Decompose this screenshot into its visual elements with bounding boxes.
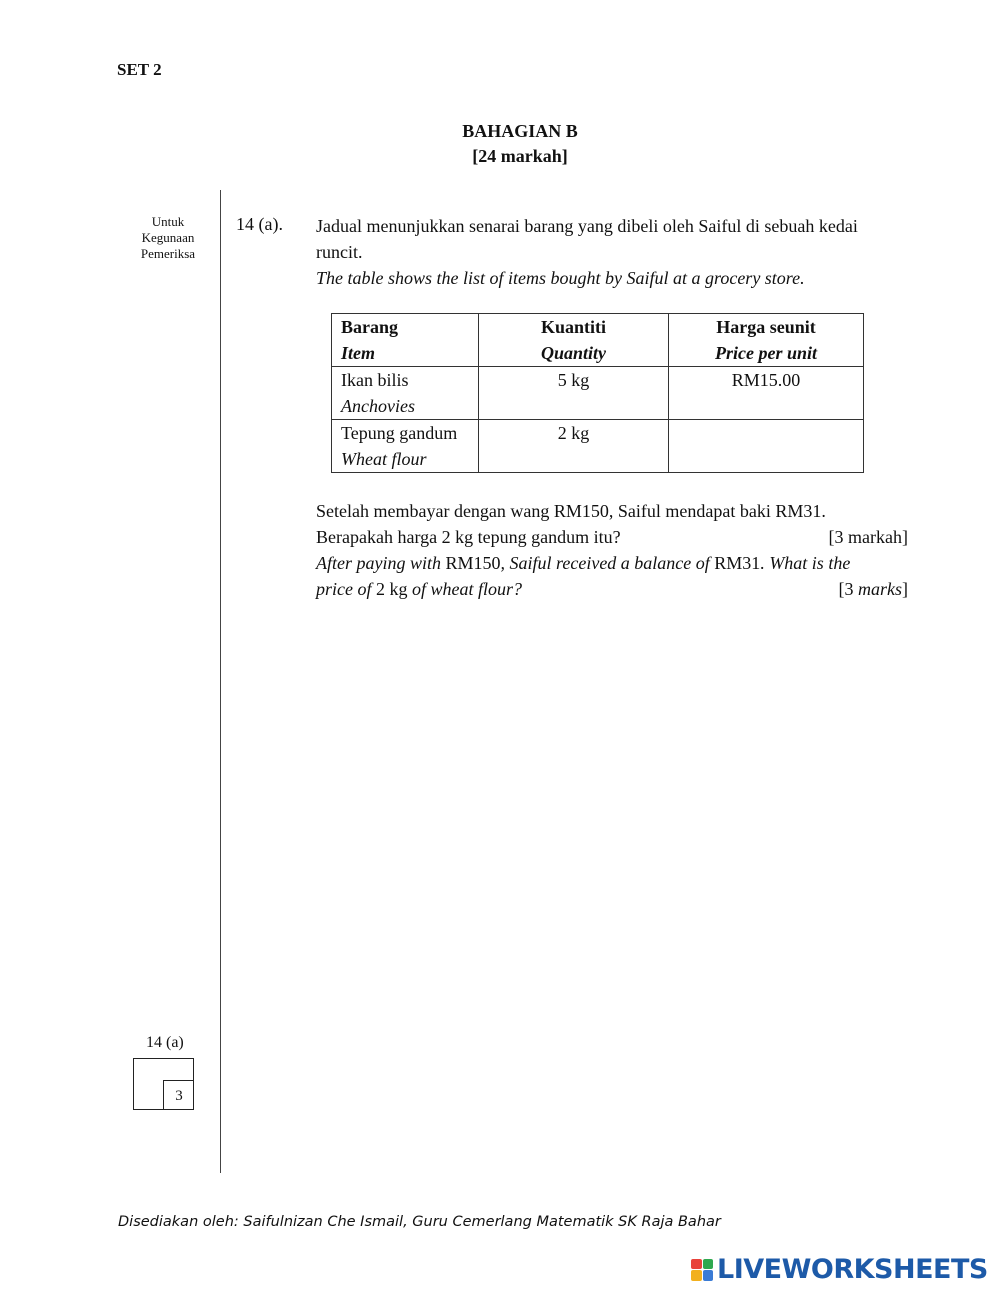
header-item-ms: Barang xyxy=(341,317,399,337)
cell-quantity: 5 kg xyxy=(479,367,669,420)
intro-english: The table shows the list of items bought by Saiful at a grocery store. xyxy=(316,268,805,288)
question-line-en-1 xyxy=(316,550,908,576)
item-name-ms: Ikan bilis xyxy=(341,370,409,390)
en-text: After paying with xyxy=(316,553,446,573)
marks-en-close: ] xyxy=(902,579,908,599)
header-item-en: Item xyxy=(341,343,375,363)
section-marks: [24 markah] xyxy=(472,146,568,166)
table-header-row xyxy=(332,314,864,367)
icon-square xyxy=(691,1270,702,1281)
marks-en xyxy=(839,576,909,602)
items-table xyxy=(331,313,864,473)
question-ask-ms: Berapakah harga 2 kg tepung gandum itu? xyxy=(316,527,621,547)
header-quantity xyxy=(479,314,669,367)
table-row xyxy=(332,367,864,420)
icon-square xyxy=(691,1259,702,1270)
header-price-ms: Harga seunit xyxy=(716,317,816,337)
en-text: . What is the xyxy=(760,553,851,573)
header-item xyxy=(332,314,479,367)
item-name-en: Wheat flour xyxy=(341,449,427,469)
icon-square xyxy=(703,1259,714,1270)
marks-en-open: [3 xyxy=(838,579,858,599)
cell-price: RM15.00 xyxy=(669,367,864,420)
header-price-en: Price per unit xyxy=(715,343,817,363)
question-line-ms-2 xyxy=(316,524,908,550)
question-number: 14 (a). xyxy=(236,214,283,234)
item-name-en: Anchovies xyxy=(341,396,415,416)
brand-name: LIVEWORKSHEETS xyxy=(717,1254,988,1285)
question-line-en-2 xyxy=(316,576,908,602)
header-price xyxy=(669,314,864,367)
table-row xyxy=(332,420,864,473)
mark-box-label: 14 (a) xyxy=(146,1034,184,1051)
question-body xyxy=(316,498,908,602)
footer-credit: Disediakan oleh: Saifulnizan Che Ismail, Guru Cemerlang Matematik SK Raja Bahar xyxy=(118,1214,721,1230)
mark-box-score: 3 xyxy=(163,1080,194,1110)
set-label: SET 2 xyxy=(117,60,162,79)
intro-malay: Jadual menunjukkan senarai barang yang dibeli oleh Saiful di sebuah kedai runcit. xyxy=(316,216,858,262)
en-quantity: 2 kg xyxy=(376,579,408,599)
liveworksheets-logo[interactable] xyxy=(691,1254,988,1285)
marks-ms: [3 markah] xyxy=(828,527,908,547)
en-amount: RM31 xyxy=(714,553,761,573)
cell-item xyxy=(332,420,479,473)
cell-quantity: 2 kg xyxy=(479,420,669,473)
section-title xyxy=(400,119,640,169)
en-text: , Saiful received a balance of xyxy=(500,553,715,573)
header-quantity-ms: Kuantiti xyxy=(540,317,606,337)
header-quantity-en: Quantity xyxy=(540,343,606,363)
icon-square xyxy=(703,1270,714,1281)
marks-en-word: marks xyxy=(858,579,902,599)
section-heading: BAHAGIAN B xyxy=(462,121,578,141)
cell-item xyxy=(332,367,479,420)
item-name-ms: Tepung gandum xyxy=(341,423,458,443)
en-amount: RM150 xyxy=(445,553,501,573)
en-text: of wheat flour? xyxy=(407,579,523,599)
question-intro xyxy=(316,213,908,291)
examiner-note: Untuk Kegunaan Pemeriksa xyxy=(140,214,196,261)
margin-rule xyxy=(220,190,221,1173)
liveworksheets-icon xyxy=(691,1259,713,1281)
cell-price[interactable] xyxy=(669,420,864,473)
question-line-ms-1: Setelah membayar dengan wang RM150, Saiful mendapat baki RM31. xyxy=(316,501,826,521)
en-text: price of xyxy=(316,579,376,599)
question-ask-en xyxy=(316,576,522,602)
